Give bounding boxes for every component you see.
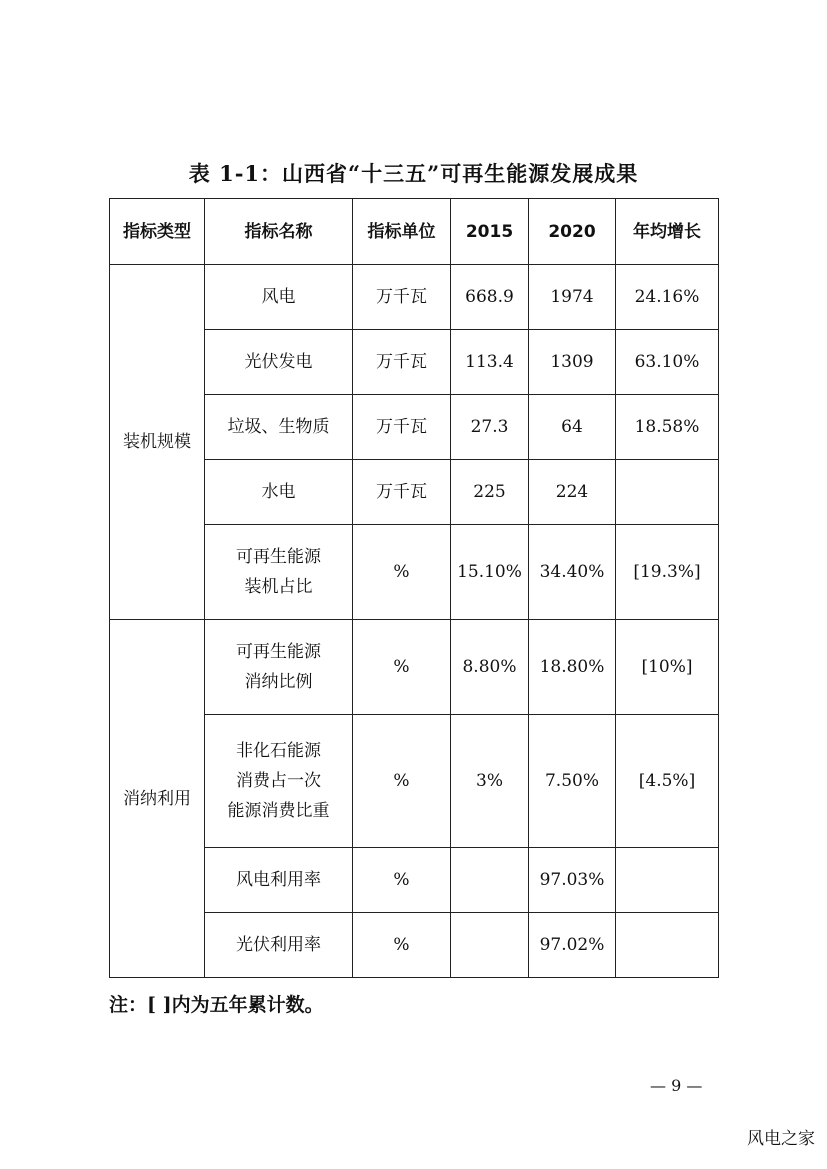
- indicator-name-line: 风电: [261, 287, 296, 307]
- page-number: — 9 —: [650, 1076, 703, 1095]
- header-cell: 2020: [529, 199, 616, 265]
- growth-cell: [616, 460, 719, 525]
- indicator-name-cell: [205, 620, 353, 715]
- y2020-cell: 18.80%: [529, 620, 616, 715]
- growth-cell: [616, 848, 719, 913]
- unit-cell: 万千瓦: [353, 395, 451, 460]
- indicator-name-line: 可再生能源: [236, 642, 321, 662]
- y2020-cell: 34.40%: [529, 525, 616, 620]
- y2020-cell: 97.03%: [529, 848, 616, 913]
- indicator-name-line: 装机占比: [244, 577, 313, 597]
- unit-cell: %: [353, 848, 451, 913]
- y2015-cell: 3%: [451, 715, 529, 848]
- growth-cell: [4.5%]: [616, 715, 719, 848]
- y2015-cell: 27.3: [451, 395, 529, 460]
- y2015-cell: [451, 913, 529, 978]
- indicator-name-line: 消纳比例: [244, 672, 313, 692]
- indicator-name-cell: [205, 525, 353, 620]
- unit-cell: %: [353, 525, 451, 620]
- indicator-name-cell: [205, 715, 353, 848]
- header-cell: 指标类型: [110, 199, 205, 265]
- growth-cell: 18.58%: [616, 395, 719, 460]
- y2015-cell: 15.10%: [451, 525, 529, 620]
- indicator-name-cell: [205, 330, 353, 395]
- watermark: 风电之家: [747, 1129, 815, 1149]
- indicator-name-cell: [205, 913, 353, 978]
- growth-cell: [10%]: [616, 620, 719, 715]
- y2020-cell: 97.02%: [529, 913, 616, 978]
- unit-cell: %: [353, 620, 451, 715]
- indicator-name-line: 水电: [261, 482, 296, 502]
- y2015-cell: 668.9: [451, 265, 529, 330]
- indicator-name-cell: [205, 395, 353, 460]
- header-cell: 指标单位: [353, 199, 451, 265]
- indicator-name-line: 能源消费比重: [227, 801, 330, 821]
- growth-cell: [19.3%]: [616, 525, 719, 620]
- y2020-cell: 1974: [529, 265, 616, 330]
- indicator-name-cell: [205, 265, 353, 330]
- growth-cell: [616, 913, 719, 978]
- y2015-cell: 225: [451, 460, 529, 525]
- growth-cell: 24.16%: [616, 265, 719, 330]
- indicator-name-line: 垃圾、生物质: [227, 417, 330, 437]
- growth-cell: 63.10%: [616, 330, 719, 395]
- results-table: [109, 198, 719, 978]
- unit-cell: %: [353, 715, 451, 848]
- header-row: [110, 199, 719, 265]
- indicator-name-line: 光伏发电: [244, 352, 313, 372]
- table-title: 表 1-1：山西省“十三五”可再生能源发展成果: [188, 161, 639, 186]
- indicator-name-cell: [205, 460, 353, 525]
- y2015-cell: [451, 848, 529, 913]
- y2020-cell: 1309: [529, 330, 616, 395]
- header-cell: 2015: [451, 199, 529, 265]
- header-cell: 年均增长: [616, 199, 719, 265]
- y2020-cell: 64: [529, 395, 616, 460]
- unit-cell: 万千瓦: [353, 265, 451, 330]
- category-cell: 装机规模: [110, 265, 205, 620]
- indicator-name-cell: [205, 848, 353, 913]
- indicator-name-line: 风电利用率: [236, 870, 321, 890]
- y2020-cell: 224: [529, 460, 616, 525]
- header-cell: 指标名称: [205, 199, 353, 265]
- indicator-name-line: 可再生能源: [236, 547, 321, 567]
- indicator-name-line: 光伏利用率: [236, 935, 321, 955]
- unit-cell: 万千瓦: [353, 460, 451, 525]
- category-cell: 消纳利用: [110, 620, 205, 978]
- unit-cell: 万千瓦: [353, 330, 451, 395]
- y2020-cell: 7.50%: [529, 715, 616, 848]
- y2015-cell: 8.80%: [451, 620, 529, 715]
- unit-cell: %: [353, 913, 451, 978]
- table-row: [110, 620, 719, 715]
- indicator-name-line: 非化石能源: [236, 741, 321, 761]
- y2015-cell: 113.4: [451, 330, 529, 395]
- table-row: [110, 265, 719, 330]
- indicator-name-line: 消费占一次: [236, 771, 321, 791]
- table-note: 注：[ ]内为五年累计数。: [109, 994, 324, 1016]
